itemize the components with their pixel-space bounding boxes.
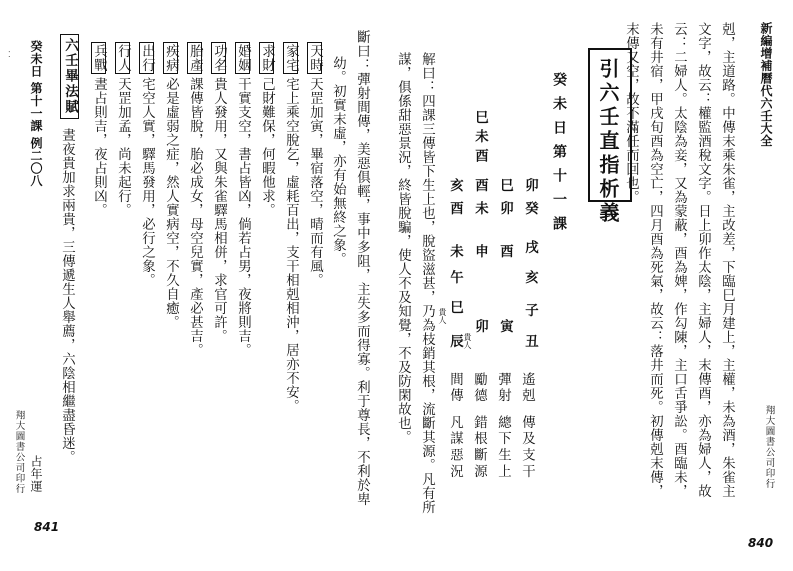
- right-running-head: 新編增補曆代六壬大全: [759, 22, 773, 147]
- chart-column: 巳卯: [497, 178, 514, 225]
- section-title: 引六壬直指析義: [596, 58, 620, 226]
- category-text: 宅空人實，驛馬發用，必行之象。: [139, 77, 155, 287]
- left-page-number: 841: [34, 520, 60, 534]
- category-item: [211, 42, 226, 343]
- chart-column: 午: [447, 270, 464, 294]
- text-column: 未有井宿，甲戌旬酉為空亡，四月酉為死氣，故云：落井而死。初傳剋末傳，: [647, 22, 663, 498]
- text-column: 文字，故云：權監酒稅文字。日上卯作太陰，主婦人，末傳酉，亦為婦人，故: [695, 22, 711, 498]
- category-item: [163, 42, 178, 329]
- fu-text: 晝夜貴加求兩貴，三傳遞生人舉薦，六陰相繼盡昏迷。: [59, 128, 75, 464]
- category-tag: 行人: [115, 44, 131, 72]
- annotation-item: 傳及支干: [519, 415, 535, 481]
- right-publisher: 翔大圖書公司印行: [763, 405, 775, 489]
- chart-column: 酉: [497, 244, 514, 268]
- right-page-number: 840: [748, 536, 774, 550]
- category-item: [91, 42, 106, 217]
- chart-column: 子: [522, 303, 539, 327]
- scan-artifact: ⁚: [8, 50, 11, 59]
- category-item: [235, 42, 250, 357]
- category-tag: 求財: [259, 44, 275, 72]
- category-tag: 功名: [211, 44, 227, 72]
- chart-column: 巳: [447, 300, 464, 324]
- category-item: [115, 42, 130, 217]
- chart-column: 丑: [522, 334, 539, 358]
- category-tag: 天時: [307, 44, 323, 72]
- category-tag: 疾病: [163, 44, 179, 72]
- category-text: 課傳皆脫，胎必成女，母空兒實，產必甚吉。: [187, 77, 203, 357]
- category-tag: 兵戰: [91, 44, 107, 72]
- category-tag: 胎產: [187, 44, 203, 72]
- annotation-item: 凡謀惡況: [447, 415, 463, 481]
- text-column: 斷曰：彈射間傳，美惡俱輕，事中多阻，主失多而得寡。利于尊長，不利於卑: [354, 30, 370, 506]
- chart-column: 亥: [522, 270, 539, 294]
- left-running-head: 癸未日 第十一課 例二〇八: [29, 40, 43, 187]
- category-text: 天罡加孟，尚未起行。: [115, 77, 131, 217]
- category-item: [259, 42, 274, 217]
- left-running-head-sub: 占年運: [29, 455, 43, 493]
- text-column: 解曰：四課三傳皆下生上也，脫盜滋甚，乃為枝銷其根，流斷其源。凡有所: [419, 52, 435, 514]
- category-tag: 婚姻: [235, 44, 251, 72]
- category-item: [187, 42, 202, 357]
- text-column: 幼。初實末虛，亦有始無終之象。: [330, 56, 346, 266]
- section-title-box: [588, 48, 632, 226]
- chart-column: 戌: [522, 240, 539, 264]
- annotation-item: 總下生上: [495, 415, 511, 481]
- chart-column: 申: [472, 244, 489, 268]
- chart-column: 巳未酉: [472, 110, 489, 169]
- category-text: 己財難保，何暇他求。: [259, 77, 275, 217]
- annotation-item: 勵德: [471, 372, 487, 405]
- text-column: 云：二婦人。太陰為妾，又為蒙蔽，酉為婢，作勾陳，主口舌爭訟。酉臨未，: [671, 22, 687, 498]
- lesson-title: 癸未日第十一課: [551, 72, 567, 240]
- category-text: 天罡加寅，畢宿落空，晴而有風。: [307, 77, 323, 287]
- annotation-item: 錯根斷源: [471, 415, 487, 481]
- category-text: 貴人發用，又與朱雀驛馬相併，求官可許。: [211, 77, 227, 343]
- text-column: 末傳又空，故不滿任而回也。: [623, 22, 639, 204]
- annotation-item: 間傳: [447, 372, 463, 405]
- category-tag: 出行: [139, 44, 155, 72]
- chart-column: 辰: [447, 334, 464, 358]
- category-text: 干實支空，書占皆凶，倘若占男，夜將則吉。: [235, 77, 251, 357]
- noble-marker: 貴人: [463, 333, 472, 349]
- category-tag: 家宅: [283, 44, 299, 72]
- category-item: [283, 42, 298, 413]
- annotation-item: 彈射: [495, 372, 511, 405]
- category-text: 必是虛弱之症，然人實病空，不久自癒。: [163, 77, 179, 329]
- chart-column: 未: [447, 244, 464, 268]
- category-item: [307, 42, 322, 287]
- category-text: 宅上乘空脫乞，虛耗百出，支干相剋相沖，居亦不安。: [283, 77, 299, 413]
- category-item: [139, 42, 154, 287]
- chart-column: 亥酉: [447, 178, 464, 225]
- category-text: 晝占則吉，夜占則凶。: [91, 77, 107, 217]
- chart-column: 寅: [497, 319, 514, 343]
- left-publisher: 翔大圖書公司印行: [13, 410, 25, 494]
- fu-title: 六壬畢法賦: [60, 34, 79, 119]
- chart-column: 酉未: [472, 178, 489, 225]
- text-column: 剋，主道路。中傳末乘朱雀，主改差，下臨巳月建上，主權，未為酒，朱雀主: [719, 22, 735, 498]
- chart-column: 卯癸: [522, 178, 539, 225]
- chart-column: 卯: [472, 319, 489, 343]
- noble-marker: 貴人: [438, 308, 447, 324]
- text-column: 謀，俱係甜惡景況，終皆脫騙，使人不及知覺，不及防閑故也。: [395, 52, 411, 444]
- annotation-item: 遙剋: [519, 372, 535, 405]
